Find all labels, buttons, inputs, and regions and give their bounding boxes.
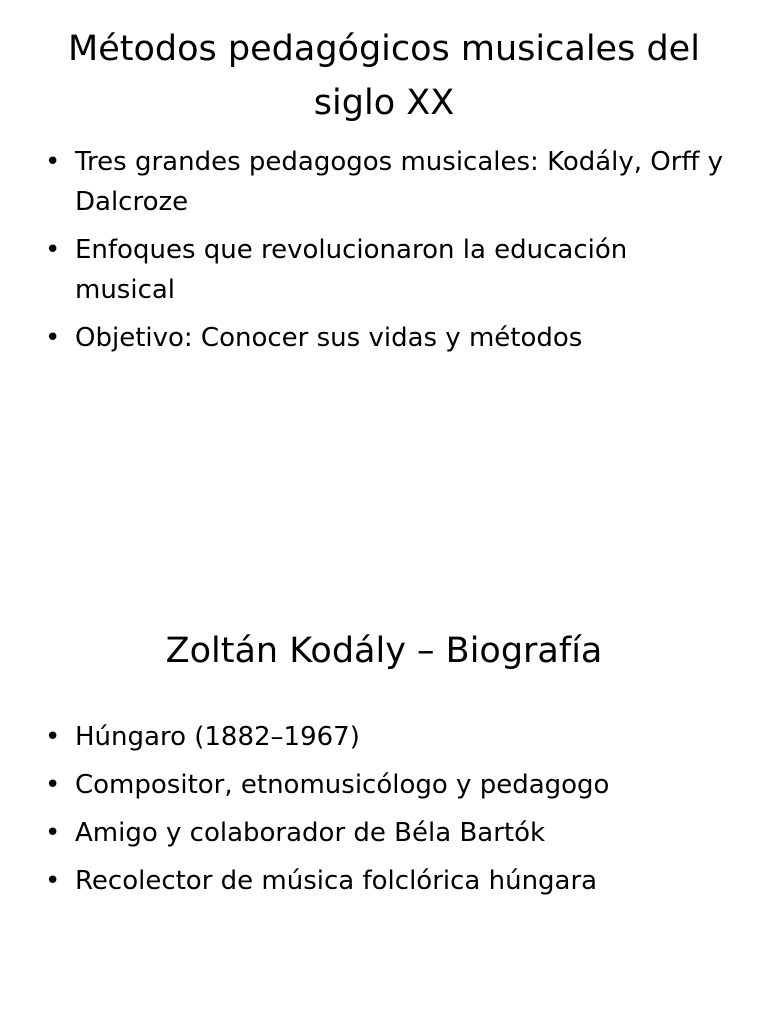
bullet-text: Compositor, etnomusicólogo y pedagogo <box>75 770 610 800</box>
bullet-icon: • <box>45 147 61 177</box>
bullet-icon: • <box>45 866 61 896</box>
bullet-item <box>45 717 725 757</box>
slide-2 <box>0 512 768 1024</box>
bullet-icon: • <box>45 818 61 848</box>
bullet-text: Recolector de música folclórica húngara <box>75 866 598 896</box>
bullet-item <box>45 813 725 853</box>
bullet-icon: • <box>45 722 61 752</box>
bullet-text: Húngaro (1882–1967) <box>75 722 360 752</box>
bullet-item <box>45 861 725 901</box>
bullet-item <box>45 142 725 222</box>
bullet-text: Enfoques que revolucionaron la educación musical <box>75 235 628 305</box>
bullet-text: Objetivo: Conocer sus vidas y métodos <box>75 323 583 353</box>
bullet-icon: • <box>45 323 61 353</box>
bullet-text: Tres grandes pedagogos musicales: Kodály, Orff y Dalcroze <box>75 147 724 217</box>
bullet-text: Amigo y colaborador de Béla Bartók <box>75 818 546 848</box>
bullet-item <box>45 230 725 310</box>
bullet-icon: • <box>45 235 61 265</box>
bullet-list <box>45 142 725 366</box>
bullet-icon: • <box>45 770 61 800</box>
bullet-item <box>45 318 725 358</box>
slide-title: Métodos pedagógicos musicales del siglo XX <box>68 29 700 123</box>
bullet-list <box>45 717 725 909</box>
slide-title: Zoltán Kodály – Biografía <box>165 631 603 671</box>
bullet-item <box>45 765 725 805</box>
